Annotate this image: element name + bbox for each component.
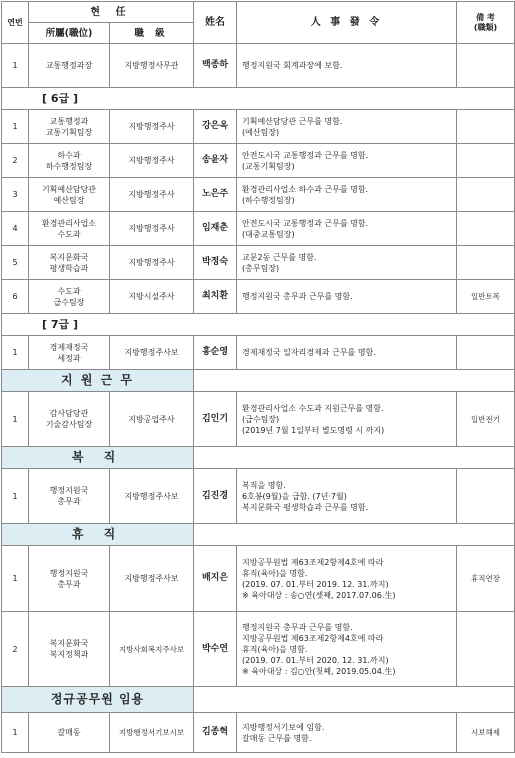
order-line: 휴직(육아)을 명함. <box>242 568 308 578</box>
grade-label: [ 6급 ] <box>2 88 515 110</box>
row-order <box>237 178 457 212</box>
section-label: 지 원 근 무 <box>2 370 194 392</box>
section-blank <box>194 524 515 546</box>
row-rank: 지방행정주사 <box>110 178 194 212</box>
col-header-name: 姓名 <box>194 2 237 44</box>
row-note <box>457 336 515 370</box>
order-line: 지방행정서기보에 임함. <box>242 722 325 732</box>
order-line: (2019년 7월 1일부터 별도명령 시 까지) <box>242 425 385 435</box>
row-order <box>237 280 457 314</box>
col-header-current: 현 任 <box>29 2 194 23</box>
row-name: 백종하 <box>194 44 237 88</box>
table-row <box>2 246 515 280</box>
order-line: 지방공무원법 제63조제2항제4호에 따라 <box>242 557 384 567</box>
note-header-line-2: (職類) <box>473 22 498 32</box>
order-line: (예산팀장) <box>242 127 280 137</box>
order-line: 복지문화국 평생학습과 근무를 명함. <box>242 502 369 512</box>
order-line: 행정지원국 총무과 근무를 명함. <box>242 292 353 301</box>
row-rank: 지방시설주사 <box>110 280 194 314</box>
row-dept <box>29 110 110 144</box>
row-rank: 지방행정사무관 <box>110 44 194 88</box>
row-name: 최치환 <box>194 280 237 314</box>
row-name: 노은주 <box>194 178 237 212</box>
order-line: 환경관리사업소 수도과 지원근무를 명함. <box>242 403 384 413</box>
dept-line: 총무과 <box>57 579 81 589</box>
row-rank: 지방행정서기보시보 <box>110 713 194 753</box>
row-number: 1 <box>2 713 29 753</box>
order-line: (교통기획팀장) <box>242 161 295 171</box>
note-header-line-1: 備 考 <box>476 12 495 22</box>
row-note: 일반전기 <box>457 392 515 447</box>
row-dept <box>29 469 110 524</box>
order-line: 환경관리사업소 하수과 근무를 명함. <box>242 184 369 194</box>
table-row <box>2 44 515 88</box>
table-row <box>2 178 515 212</box>
row-note <box>457 212 515 246</box>
order-line: 행정지원국 회계과장에 보함. <box>242 61 343 70</box>
row-number: 1 <box>2 110 29 144</box>
col-header-note <box>457 2 515 44</box>
order-line: (대중교통팀장) <box>242 229 295 239</box>
row-name: 박정숙 <box>194 246 237 280</box>
row-note: 휴직연장 <box>457 546 515 612</box>
order-line: 지방공무원법 제63조제2항제4호에 따라 <box>242 633 384 643</box>
table-row <box>2 392 515 447</box>
dept-line: 기술감사팀장 <box>45 420 93 429</box>
table-row <box>2 612 515 687</box>
dept-line: 경제재정국 <box>49 342 89 352</box>
order-line: 갈매동 근무를 명함. <box>242 733 312 743</box>
order-line: (급수팀장) <box>242 414 280 424</box>
dept-line: 복지문화국 <box>49 639 89 648</box>
table-row <box>2 110 515 144</box>
row-name: 홍순영 <box>194 336 237 370</box>
row-dept <box>29 546 110 612</box>
row-dept <box>29 612 110 687</box>
personnel-order-table <box>1 1 515 753</box>
row-note: 일반토목 <box>457 280 515 314</box>
row-dept <box>29 713 110 753</box>
section-blank <box>194 687 515 713</box>
table-row <box>2 713 515 753</box>
dept-line: 환경관리사업소 <box>41 218 97 228</box>
section-row-support <box>2 370 515 392</box>
col-header-dept: 所屬(職位) <box>29 23 110 44</box>
header-row-1 <box>2 2 515 23</box>
dept-line: 세정과 <box>57 353 81 363</box>
table-row <box>2 280 515 314</box>
section-label: 복 직 <box>2 447 194 469</box>
col-header-rank: 職 級 <box>110 23 194 44</box>
row-number: 1 <box>2 546 29 612</box>
row-note <box>457 469 515 524</box>
row-number: 1 <box>2 469 29 524</box>
section-blank <box>194 370 515 392</box>
dept-line: 하수행정팀장 <box>45 161 93 171</box>
row-order <box>237 44 457 88</box>
dept-line: 수도과 <box>57 286 81 296</box>
table-row <box>2 212 515 246</box>
row-note: 시보해제 <box>457 713 515 753</box>
row-order <box>237 212 457 246</box>
row-rank: 지방행정주사 <box>110 246 194 280</box>
row-dept <box>29 246 110 280</box>
row-dept <box>29 144 110 178</box>
row-rank: 지방행정주사 <box>110 212 194 246</box>
grade-row-7 <box>2 314 515 336</box>
row-dept <box>29 336 110 370</box>
order-line: 안전도시국 교통행정과 근무를 명함. <box>242 218 369 228</box>
table-row <box>2 336 515 370</box>
section-label: 정규공무원 임용 <box>2 687 194 713</box>
row-name: 박수연 <box>194 612 237 687</box>
dept-line: 복지문화국 <box>49 252 89 262</box>
dept-line: 평생학습과 <box>49 263 89 273</box>
col-header-order: 人 事 發 令 <box>237 2 457 44</box>
row-name: 송윤자 <box>194 144 237 178</box>
order-line: ※ 육아대상 : 송○연(셋째, 2017.07.06.生) <box>242 590 396 600</box>
dept-line: 급수팀장 <box>53 297 85 307</box>
dept-line: 예산팀장 <box>53 195 85 205</box>
row-number: 2 <box>2 144 29 178</box>
row-order <box>237 144 457 178</box>
row-order <box>237 713 457 753</box>
row-order <box>237 612 457 687</box>
row-order <box>237 336 457 370</box>
row-note <box>457 144 515 178</box>
row-name: 임재춘 <box>194 212 237 246</box>
grade-row-6 <box>2 88 515 110</box>
row-rank: 지방사회복지주사보 <box>110 612 194 687</box>
dept-line: 하수과 <box>57 150 81 160</box>
order-line: 안전도시국 교통행정과 근무를 명함. <box>242 150 369 160</box>
dept-line: 감사담당관 <box>49 409 89 418</box>
row-dept <box>29 280 110 314</box>
row-order <box>237 469 457 524</box>
order-line: (총무팀장) <box>242 263 280 273</box>
order-line: 행정지원국 총무과 근무를 명함. <box>242 622 353 632</box>
order-line: 휴직(육아)을 명함. <box>242 644 308 654</box>
table-row <box>2 144 515 178</box>
row-name: 김진경 <box>194 469 237 524</box>
col-header-no: 연번 <box>2 2 29 44</box>
order-line: 경제재정국 일자리경제과 근무를 명함. <box>242 348 376 357</box>
row-number: 1 <box>2 392 29 447</box>
dept-line: 기획예산담당관 <box>41 184 97 194</box>
row-note <box>457 178 515 212</box>
row-number: 6 <box>2 280 29 314</box>
order-line: 기획예산담당관 근무를 명함. <box>242 116 343 126</box>
table-row <box>2 469 515 524</box>
row-dept <box>29 212 110 246</box>
order-line: (2019. 07. 01.부터 2020. 12. 31.까지) <box>242 655 389 665</box>
row-dept <box>29 44 110 88</box>
order-line: ※ 육아대상 : 김○안(첫째, 2019.05.04.生) <box>242 666 396 676</box>
row-name: 배지은 <box>194 546 237 612</box>
order-line: (2019. 07. 01.부터 2019. 12. 31.까지) <box>242 579 389 589</box>
order-line: 6호봉(9월)을 급함. (7년·7월) <box>242 491 347 501</box>
row-order <box>237 546 457 612</box>
row-rank: 지방행정주사 <box>110 110 194 144</box>
row-note <box>457 110 515 144</box>
row-dept <box>29 178 110 212</box>
row-name: 강은옥 <box>194 110 237 144</box>
dept-line: 교통행정과장 <box>45 61 93 70</box>
row-name: 김종혁 <box>194 713 237 753</box>
row-rank: 지방공업주사 <box>110 392 194 447</box>
row-number: 4 <box>2 212 29 246</box>
row-number: 1 <box>2 44 29 88</box>
dept-line: 갈매동 <box>57 728 81 737</box>
row-note <box>457 246 515 280</box>
grade-label: [ 7급 ] <box>2 314 515 336</box>
section-row-return <box>2 447 515 469</box>
row-note <box>457 612 515 687</box>
row-order <box>237 392 457 447</box>
dept-line: 행정지원국 <box>49 486 89 495</box>
row-number: 2 <box>2 612 29 687</box>
row-rank: 지방행정주사보 <box>110 469 194 524</box>
table-row <box>2 546 515 612</box>
row-rank: 지방행정주사보 <box>110 546 194 612</box>
order-line: 복직을 명함. <box>242 480 286 490</box>
order-line: 교문2동 근무를 명함. <box>242 252 317 262</box>
row-order <box>237 110 457 144</box>
row-number: 3 <box>2 178 29 212</box>
row-note <box>457 44 515 88</box>
row-number: 1 <box>2 336 29 370</box>
section-label: 휴 직 <box>2 524 194 546</box>
dept-line: 수도과 <box>57 229 81 239</box>
dept-line: 교통행정과 <box>49 116 89 126</box>
row-rank: 지방행정주사 <box>110 144 194 178</box>
section-blank <box>194 447 515 469</box>
dept-line: 총무과 <box>57 497 81 506</box>
row-rank: 지방행정주사보 <box>110 336 194 370</box>
section-row-regular <box>2 687 515 713</box>
row-order <box>237 246 457 280</box>
row-dept <box>29 392 110 447</box>
section-row-leave <box>2 524 515 546</box>
dept-line: 행정지원국 <box>49 568 89 578</box>
dept-line: 교통기획팀장 <box>45 127 93 137</box>
row-number: 5 <box>2 246 29 280</box>
order-line: (하수행정팀장) <box>242 195 295 205</box>
row-name: 김인기 <box>194 392 237 447</box>
dept-line: 복지정책과 <box>49 650 89 659</box>
